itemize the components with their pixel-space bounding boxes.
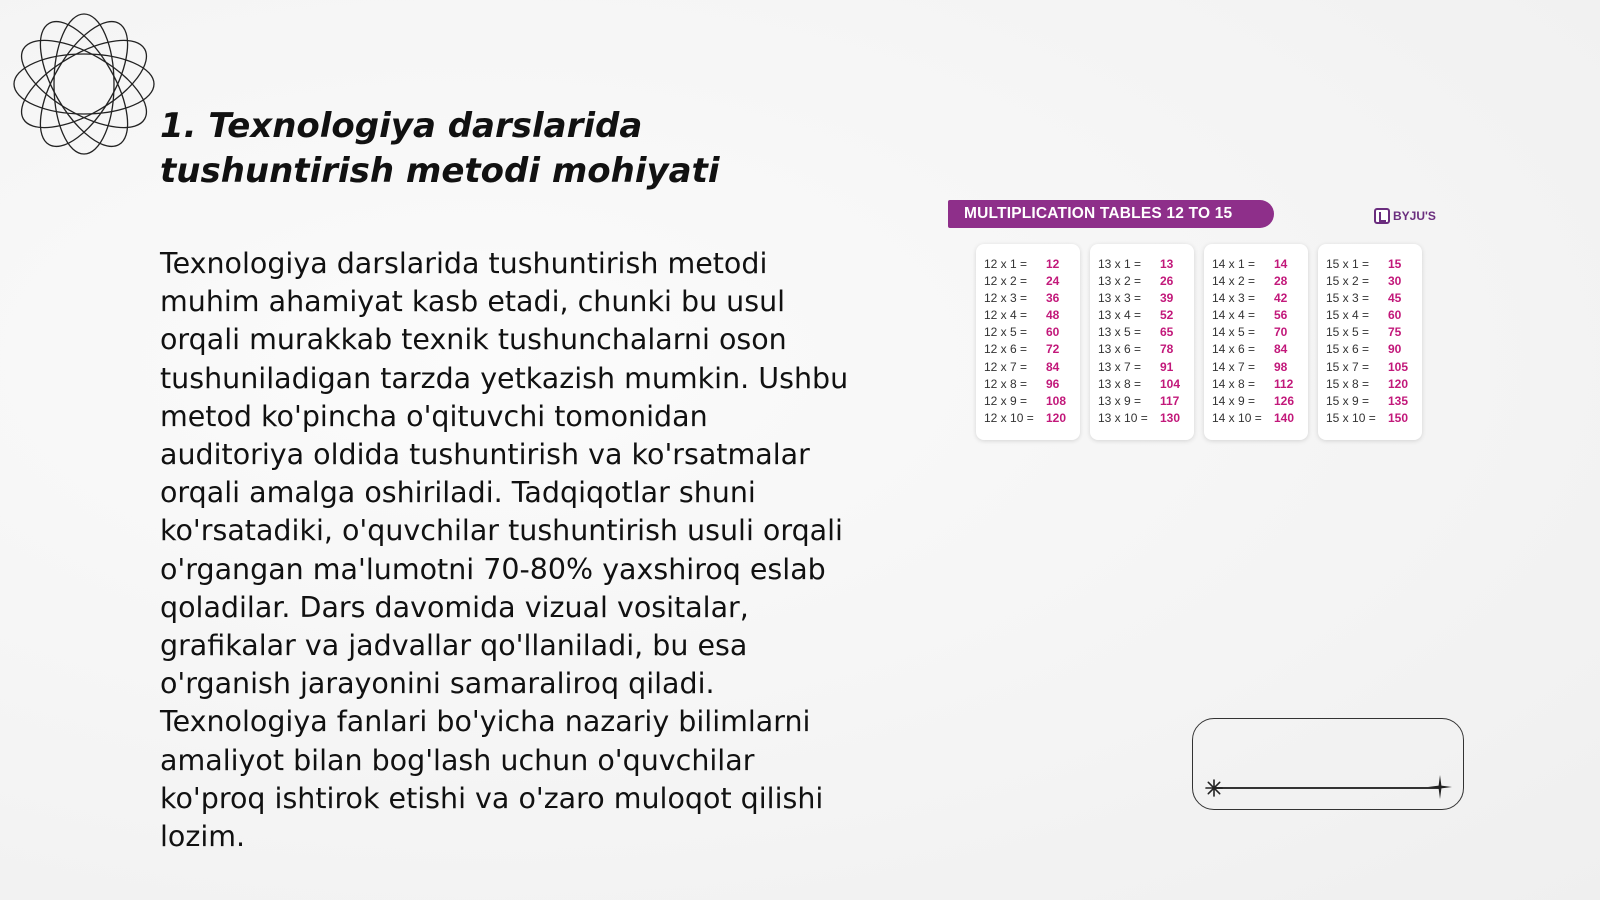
table-equation: 15 x 6 = — [1326, 342, 1370, 357]
table-result: 130 — [1160, 410, 1181, 425]
table-equation: 12 x 3 = — [984, 291, 1028, 306]
table-result: 52 — [1160, 308, 1174, 323]
table-card — [1318, 244, 1422, 440]
table-result: 120 — [1388, 376, 1409, 391]
table-row — [984, 307, 1080, 324]
table-equation: 15 x 8 = — [1326, 376, 1370, 391]
table-row — [1326, 324, 1422, 341]
table-equation: 12 x 2 = — [984, 274, 1028, 289]
table-row — [984, 341, 1080, 358]
table-equation: 14 x 4 = — [1212, 308, 1256, 323]
table-equation: 12 x 5 = — [984, 325, 1028, 340]
table-result: 84 — [1274, 342, 1288, 357]
slide-title: 1. Texnologiya darslarida tushuntirish metodi mohiyati — [160, 106, 720, 191]
table-row — [1326, 359, 1422, 376]
table-row — [1326, 410, 1422, 427]
table-equation: 14 x 2 = — [1212, 274, 1256, 289]
table-row — [1212, 307, 1308, 324]
table-row — [1326, 376, 1422, 393]
table-result: 60 — [1046, 325, 1060, 340]
table-result: 65 — [1160, 325, 1174, 340]
table-result: 104 — [1160, 376, 1181, 391]
table-row — [1098, 324, 1194, 341]
table-equation: 14 x 3 = — [1212, 291, 1256, 306]
table-row — [1098, 376, 1194, 393]
orbit-rings-icon — [10, 10, 158, 158]
table-result: 112 — [1274, 376, 1294, 391]
table-result: 14 — [1274, 257, 1288, 271]
brand-logo — [1374, 206, 1436, 226]
table-equation: 13 x 8 = — [1098, 376, 1142, 391]
table-row — [1212, 290, 1308, 307]
table-row — [984, 376, 1080, 393]
table-result: 84 — [1046, 359, 1060, 374]
table-equation: 13 x 9 = — [1098, 393, 1142, 408]
table-result: 12 — [1046, 257, 1060, 271]
brand-mark-icon — [1374, 208, 1390, 224]
table-row — [984, 359, 1080, 376]
table-equation: 14 x 10 = — [1212, 410, 1262, 425]
table-result: 75 — [1388, 325, 1402, 340]
slide-body-text: Texnologiya darslarida tushuntirish metodi muhim ahamiyat kasb etadi, chunki bu usul orqali murakkab texnik tushunchalarni oson tushuniladigan tarzda yetkazish mumkin. Ushbu metod ko'pincha o'qituvchi tomonidan auditoriya oldida tushuntirish va ko'rsatmalar orqali amalga oshiriladi. Tadqiqotlar shuni ko'rsatadiki, o'quvchilar tushuntirish usuli orqali o'rgangan ma'lumotni 70-80% yaxshiroq eslab qoladilar. Dars davomida vizual vositalar, grafikalar va jadvallar qo'llaniladi, bu esa o'rganish jarayonini samaraliroq qiladi. Texnologiya fanlari bo'yicha nazariy bilimlarni amaliyot bilan bog'lash uchun o'quvchilar ko'proq ishtirok etishi va o'zaro muloqot qilishi lozim. — [160, 247, 849, 854]
table-row — [984, 273, 1080, 290]
brand-name: BYJU'S — [1393, 209, 1436, 223]
table-equation: 12 x 9 = — [984, 393, 1028, 408]
table-result: 30 — [1388, 274, 1402, 289]
table-equation: 14 x 8 = — [1212, 376, 1256, 391]
table-row — [984, 410, 1080, 427]
table-equation: 15 x 5 = — [1326, 325, 1370, 340]
table-result: 45 — [1388, 291, 1402, 306]
table-result: 98 — [1274, 359, 1288, 374]
table-equation: 14 x 7 = — [1212, 359, 1256, 374]
table-equation: 14 x 1 = — [1212, 257, 1256, 271]
table-result: 78 — [1160, 342, 1174, 357]
table-equation: 12 x 8 = — [984, 376, 1028, 391]
table-row — [1098, 393, 1194, 410]
table-row — [1098, 307, 1194, 324]
table-row — [1212, 393, 1308, 410]
table-equation: 15 x 2 = — [1326, 274, 1370, 289]
table-equation: 15 x 9 = — [1326, 393, 1370, 408]
table-result: 96 — [1046, 376, 1060, 391]
table-result: 72 — [1046, 342, 1060, 357]
table-equation: 13 x 6 = — [1098, 342, 1142, 357]
table-result: 42 — [1274, 291, 1288, 306]
table-result: 117 — [1160, 393, 1180, 408]
table-row — [1098, 410, 1194, 427]
table-result: 91 — [1160, 359, 1174, 374]
table-row — [1098, 359, 1194, 376]
table-row — [984, 324, 1080, 341]
table-equation: 13 x 5 = — [1098, 325, 1142, 340]
table-row — [1326, 290, 1422, 307]
table-result: 135 — [1388, 393, 1409, 408]
table-columns — [976, 244, 1422, 440]
slider-track — [1214, 787, 1440, 789]
table-result: 48 — [1046, 308, 1060, 323]
table-equation: 12 x 6 = — [984, 342, 1028, 357]
table-equation: 12 x 1 = — [984, 257, 1028, 271]
table-row — [1212, 410, 1308, 427]
table-image-header: MULTIPLICATION TABLES 12 TO 15 — [948, 200, 1274, 228]
table-row — [1326, 256, 1422, 273]
table-result: 24 — [1046, 274, 1060, 289]
table-result: 56 — [1274, 308, 1288, 323]
table-equation: 15 x 1 = — [1326, 257, 1370, 271]
table-result: 60 — [1388, 308, 1402, 323]
table-row — [1098, 290, 1194, 307]
table-row — [1212, 359, 1308, 376]
table-equation: 12 x 7 = — [984, 359, 1028, 374]
table-row — [1326, 393, 1422, 410]
table-equation: 12 x 4 = — [984, 308, 1028, 323]
table-result: 15 — [1388, 257, 1402, 271]
table-result: 126 — [1274, 393, 1295, 408]
table-row — [1326, 307, 1422, 324]
table-row — [1212, 324, 1308, 341]
table-equation: 15 x 7 = — [1326, 359, 1370, 374]
table-result: 140 — [1274, 410, 1295, 425]
table-result: 150 — [1388, 410, 1409, 425]
table-result: 90 — [1388, 342, 1402, 357]
table-equation: 15 x 3 = — [1326, 291, 1370, 306]
table-result: 13 — [1160, 257, 1174, 271]
table-row — [1098, 273, 1194, 290]
table-row — [1212, 273, 1308, 290]
table-result: 108 — [1046, 393, 1067, 408]
table-row — [984, 393, 1080, 410]
table-result: 39 — [1160, 291, 1174, 306]
table-equation: 14 x 9 = — [1212, 393, 1256, 408]
table-equation: 15 x 4 = — [1326, 308, 1370, 323]
table-row — [1326, 341, 1422, 358]
four-point-star-icon — [1427, 774, 1453, 800]
table-equation: 13 x 1 = — [1098, 257, 1142, 271]
table-row — [984, 256, 1080, 273]
table-equation: 14 x 6 = — [1212, 342, 1256, 357]
table-row — [1212, 341, 1308, 358]
table-card — [976, 244, 1080, 440]
table-equation: 13 x 3 = — [1098, 291, 1142, 306]
table-equation: 13 x 4 = — [1098, 308, 1142, 323]
table-card — [1204, 244, 1308, 440]
table-result: 26 — [1160, 274, 1174, 289]
table-equation: 12 x 10 = — [984, 410, 1034, 425]
table-equation: 15 x 10 = — [1326, 410, 1376, 425]
table-row — [984, 290, 1080, 307]
table-result: 36 — [1046, 291, 1060, 306]
sparkle-icon — [1205, 779, 1223, 797]
table-equation: 13 x 10 = — [1098, 410, 1148, 425]
slider-frame — [1192, 718, 1464, 810]
table-result: 28 — [1274, 274, 1288, 289]
table-row — [1212, 256, 1308, 273]
table-card — [1090, 244, 1194, 440]
table-equation: 14 x 5 = — [1212, 325, 1256, 340]
table-equation: 13 x 2 = — [1098, 274, 1142, 289]
table-row — [1326, 273, 1422, 290]
table-result: 105 — [1388, 359, 1409, 374]
table-row — [1098, 256, 1194, 273]
table-result: 120 — [1046, 410, 1067, 425]
multiplication-table-image — [948, 196, 1448, 456]
table-row — [1212, 376, 1308, 393]
table-equation: 13 x 7 = — [1098, 359, 1142, 374]
table-result: 70 — [1274, 325, 1288, 340]
table-row — [1098, 341, 1194, 358]
